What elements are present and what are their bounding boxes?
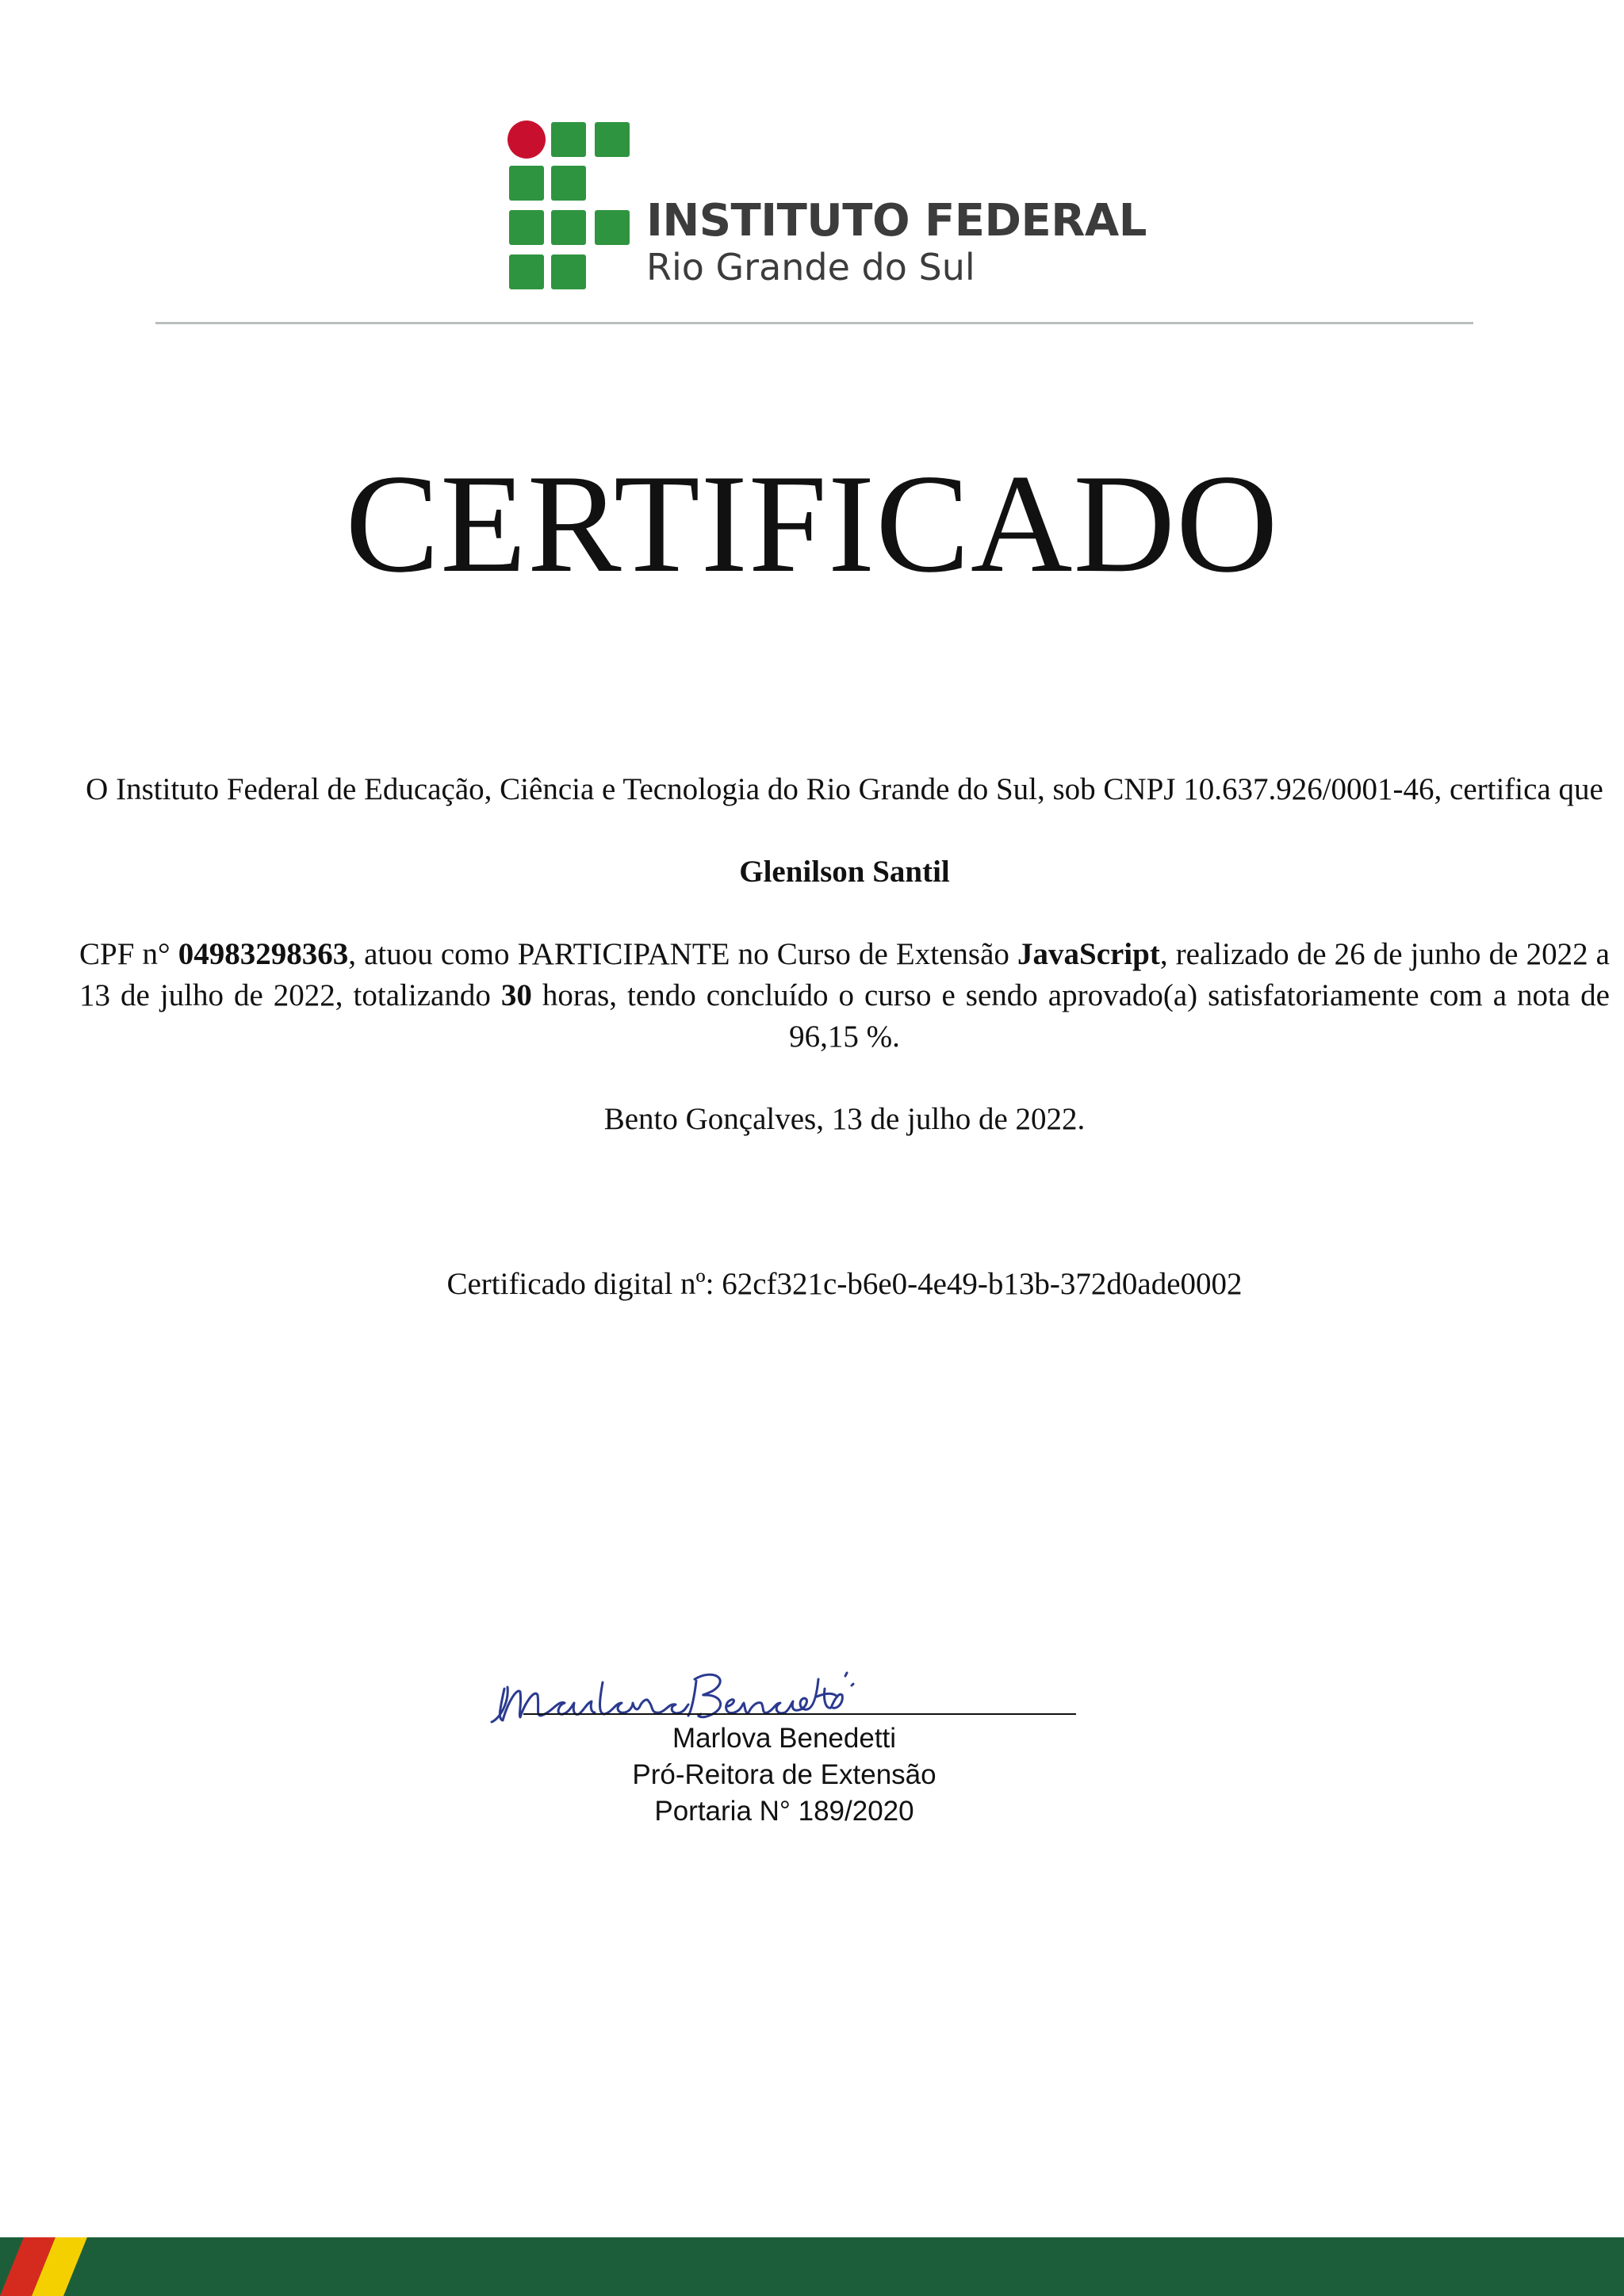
digital-certificate-line [79, 1264, 1610, 1305]
logo-square [551, 166, 586, 201]
header-divider [155, 322, 1473, 324]
institute-logo [508, 119, 1147, 301]
logo-square [595, 210, 630, 245]
logo-line-1: INSTITUTO FEDERAL [646, 195, 1147, 247]
period-text: , realizado de 26 de junho de 2022 a 13 de julho de 2022, totalizando [79, 937, 1610, 1012]
logo-square [595, 122, 630, 157]
logo-red-circle [508, 121, 546, 159]
logo-wordmark [646, 197, 1147, 289]
logo-square [509, 254, 544, 289]
recipient-name: Glenilson Santil [739, 855, 950, 889]
logo-square [509, 210, 544, 245]
role-text: , atuou como PARTICIPANTE no Curso de Extensão [348, 937, 1017, 971]
cpf-prefix: CPF n° [79, 937, 178, 971]
signatory-block [0, 1720, 1624, 1830]
course-name: JavaScript [1017, 937, 1160, 971]
result-text: horas, tendo concluído o curso e sendo aprovado(a) satisfatoriamente com a nota de 96,15 %. [531, 978, 1610, 1054]
digital-id: 62cf321c-b6e0-4e49-b13b-372d0ade0002 [722, 1267, 1243, 1301]
signatory-position: Pró-Reitora de Extensão [632, 1759, 936, 1790]
signature-line [523, 1713, 1076, 1715]
footer-bar [0, 2237, 1624, 2296]
cpf-number: 04983298363 [178, 937, 349, 971]
course-hours: 30 [500, 978, 532, 1012]
logo-square [551, 254, 586, 289]
logo-square [509, 166, 544, 201]
details-paragraph [79, 934, 1610, 1058]
signatory-ordinance: Portaria N° 189/2020 [654, 1796, 914, 1827]
digital-label: Certificado digital nº: [446, 1267, 722, 1301]
logo-square [551, 210, 586, 245]
logo-mark-icon [508, 119, 626, 295]
certificate-title: CERTIFICADO [345, 445, 1279, 602]
intro-paragraph: O Instituto Federal de Educação, Ciência e Tecnologia do Rio Grande do Sul, sob CNPJ 10.637.926/0001-46, certifica que [86, 772, 1603, 806]
certificate-body [79, 769, 1610, 1305]
logo-line-2: Rio Grande do Sul [646, 246, 975, 289]
logo-square [551, 122, 586, 157]
place-date: Bento Gonçalves, 13 de julho de 2022. [603, 1102, 1086, 1136]
signatory-name: Marlova Benedetti [672, 1723, 897, 1754]
